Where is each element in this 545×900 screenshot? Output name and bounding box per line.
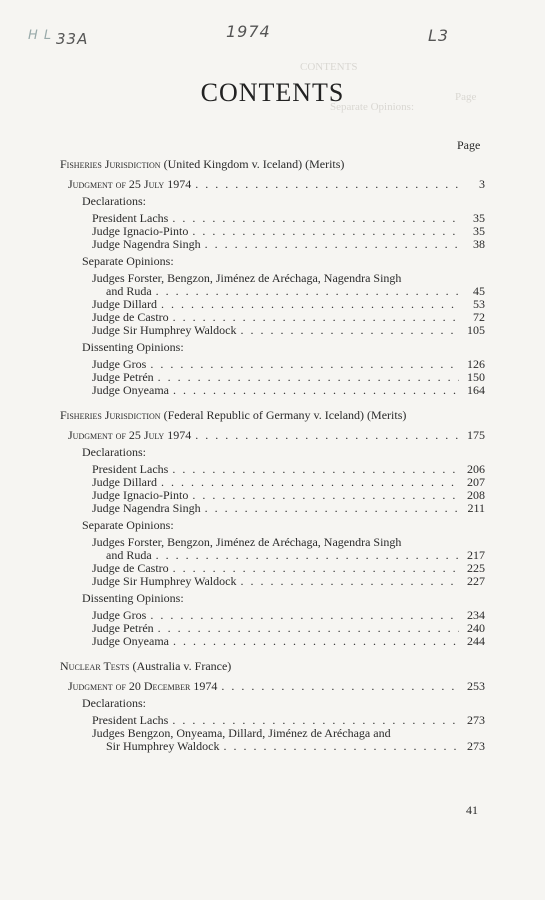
opinion-entry[interactable] [60,740,485,753]
toc-entry-text: Judge Ignacio-Pinto [92,224,189,238]
judgment-entry[interactable] [60,429,485,442]
toc-page-number: 206 [467,462,485,476]
opinion-entry[interactable] [60,502,485,515]
section-heading [60,660,485,673]
toc-entry-text: and Ruda [106,548,152,562]
toc-entry-text: Judge Sir Humphrey Waldock [92,574,237,588]
toc-entry-text: Judge Petrén [92,621,154,635]
toc-page-number: 150 [467,370,485,384]
toc-page-number: 244 [467,634,485,648]
toc-entry-text: Judge Onyeama [92,383,169,397]
toc-entry-text: Judge Dillard [92,297,157,311]
toc-page-number: 164 [467,383,485,397]
handwritten-year: 1974 [226,22,271,41]
opinion-group-items [60,714,485,753]
leader-dots [172,212,459,225]
toc-entry-text: President Lachs [92,462,169,476]
toc-page-number: 53 [473,297,485,311]
toc-entry-text: Judge Onyeama [92,634,169,648]
toc-page-number: 273 [467,713,485,727]
toc-page-number: 126 [467,357,485,371]
case-name: Nuclear Tests [60,659,130,673]
case-parties: (Australia v. France) [132,659,232,673]
opinion-group-label: Dissenting Opinions: [82,591,184,605]
handwritten-mark: ᕼ ᒪ [28,28,53,43]
opinion-group-items [60,212,485,251]
leader-dots [150,358,459,371]
page-column-label: Page [457,138,481,152]
toc-page-number: 211 [467,501,485,515]
opinion-entry[interactable] [60,238,485,251]
toc-entry-text: Judge Sir Humphrey Waldock [92,323,237,337]
opinion-group-label: Separate Opinions: [82,254,174,268]
case-name: Fisheries Jurisdiction [60,408,161,422]
opinion-entry[interactable] [60,635,485,648]
toc-page-number: 175 [467,428,485,442]
toc-entry-text: Judge Petrén [92,370,154,384]
opinion-group-label: Separate Opinions: [82,518,174,532]
toc-page-number: 273 [467,739,485,753]
bleed-through-text: Page [455,91,477,103]
toc-section [60,660,485,753]
leader-dots [156,549,459,562]
leader-dots [240,324,459,337]
opinion-group-label: Declarations: [82,445,146,459]
opinion-group-items [60,272,485,337]
toc-entry-text: Judgment of 25 July 1974 [68,428,192,442]
toc-entry-text: Judge Gros [92,357,147,371]
leader-dots [223,740,459,753]
leader-dots [172,463,459,476]
leader-dots [205,502,459,515]
leader-dots [156,285,459,298]
judgment-entry[interactable] [60,680,485,693]
toc-entry-text: Judge Nagendra Singh [92,501,201,515]
toc-entry-text: Judge Ignacio-Pinto [92,488,189,502]
toc-page-number: 105 [467,323,485,337]
toc-entry-text: and Ruda [106,284,152,298]
toc-page-number: 227 [467,574,485,588]
opinion-group-label: Dissenting Opinions: [82,340,184,354]
toc-entry-text: Judgment of 20 December 1974 [68,679,218,693]
opinion-entry[interactable] [60,384,485,397]
opinion-entry[interactable] [60,575,485,588]
toc-page-number: 35 [473,211,485,225]
leader-dots [173,635,459,648]
toc-page-number: 207 [467,475,485,489]
page-title: CONTENTS [200,78,345,107]
leader-dots [205,238,459,251]
leader-dots [240,575,459,588]
toc-section [60,409,485,648]
toc-page-number: 225 [467,561,485,575]
toc-page-number: 234 [467,608,485,622]
opinion-group-label: Declarations: [82,194,146,208]
toc-entry-text: Judge Gros [92,608,147,622]
opinion-group-items [60,463,485,515]
bleed-through-text: Separate Opinions: [330,101,415,113]
opinion-entry[interactable] [60,324,485,337]
toc-page-number: 253 [467,679,485,693]
page-number: 41 [466,803,478,817]
leader-dots [173,384,459,397]
leader-dots [195,178,459,191]
toc-entry-text: President Lachs [92,713,169,727]
opinion-group-label: Declarations: [82,696,146,710]
leader-dots [195,429,459,442]
judgment-entry[interactable] [60,178,485,191]
toc-section [60,158,485,397]
handwritten-code: 33A [56,30,89,48]
toc-entry-text: Judges Forster, Bengzon, Jiménez de Aréchaga, Nagendra Singh [92,271,402,285]
toc-page-number: 35 [473,224,485,238]
case-parties: (Federal Republic of Germany v. Iceland) (Merits) [163,408,407,422]
leader-dots [221,680,459,693]
bleed-through-text: CONTENTS [300,61,358,73]
section-heading [60,409,485,422]
handwritten-ref: L3 [428,26,450,45]
table-of-contents [60,150,485,753]
toc-page-number: 38 [473,237,485,251]
case-name: Fisheries Jurisdiction [60,157,161,171]
opinion-group-items [60,536,485,588]
toc-page-number: 45 [473,284,485,298]
case-parties: (United Kingdom v. Iceland) (Merits) [163,157,345,171]
leader-dots [192,489,459,502]
leader-dots [192,225,459,238]
toc-entry-text: President Lachs [92,211,169,225]
toc-entry-text: Judges Bengzon, Onyeama, Dillard, Jiménez de Aréchaga and [92,726,391,740]
toc-entry-text: Judges Forster, Bengzon, Jiménez de Aréchaga, Nagendra Singh [92,535,402,549]
section-heading [60,158,485,171]
toc-entry-text: Sir Humphrey Waldock [106,739,220,753]
toc-entry-text: Judge Nagendra Singh [92,237,201,251]
leader-dots [158,622,459,635]
leader-dots [150,609,459,622]
leader-dots [161,298,459,311]
toc-page-number: 72 [473,310,485,324]
toc-entry-text: Judge de Castro [92,310,169,324]
toc-entry-text: Judge Dillard [92,475,157,489]
toc-page-number: 217 [467,548,485,562]
toc-entry-text: Judge de Castro [92,561,169,575]
toc-page-number: 3 [479,177,485,191]
leader-dots [161,476,459,489]
toc-page-number: 240 [467,621,485,635]
toc-page-number: 208 [467,488,485,502]
leader-dots [158,371,459,384]
opinion-group-items [60,358,485,397]
toc-entry-text: Judgment of 25 July 1974 [68,177,192,191]
opinion-group-items [60,609,485,648]
